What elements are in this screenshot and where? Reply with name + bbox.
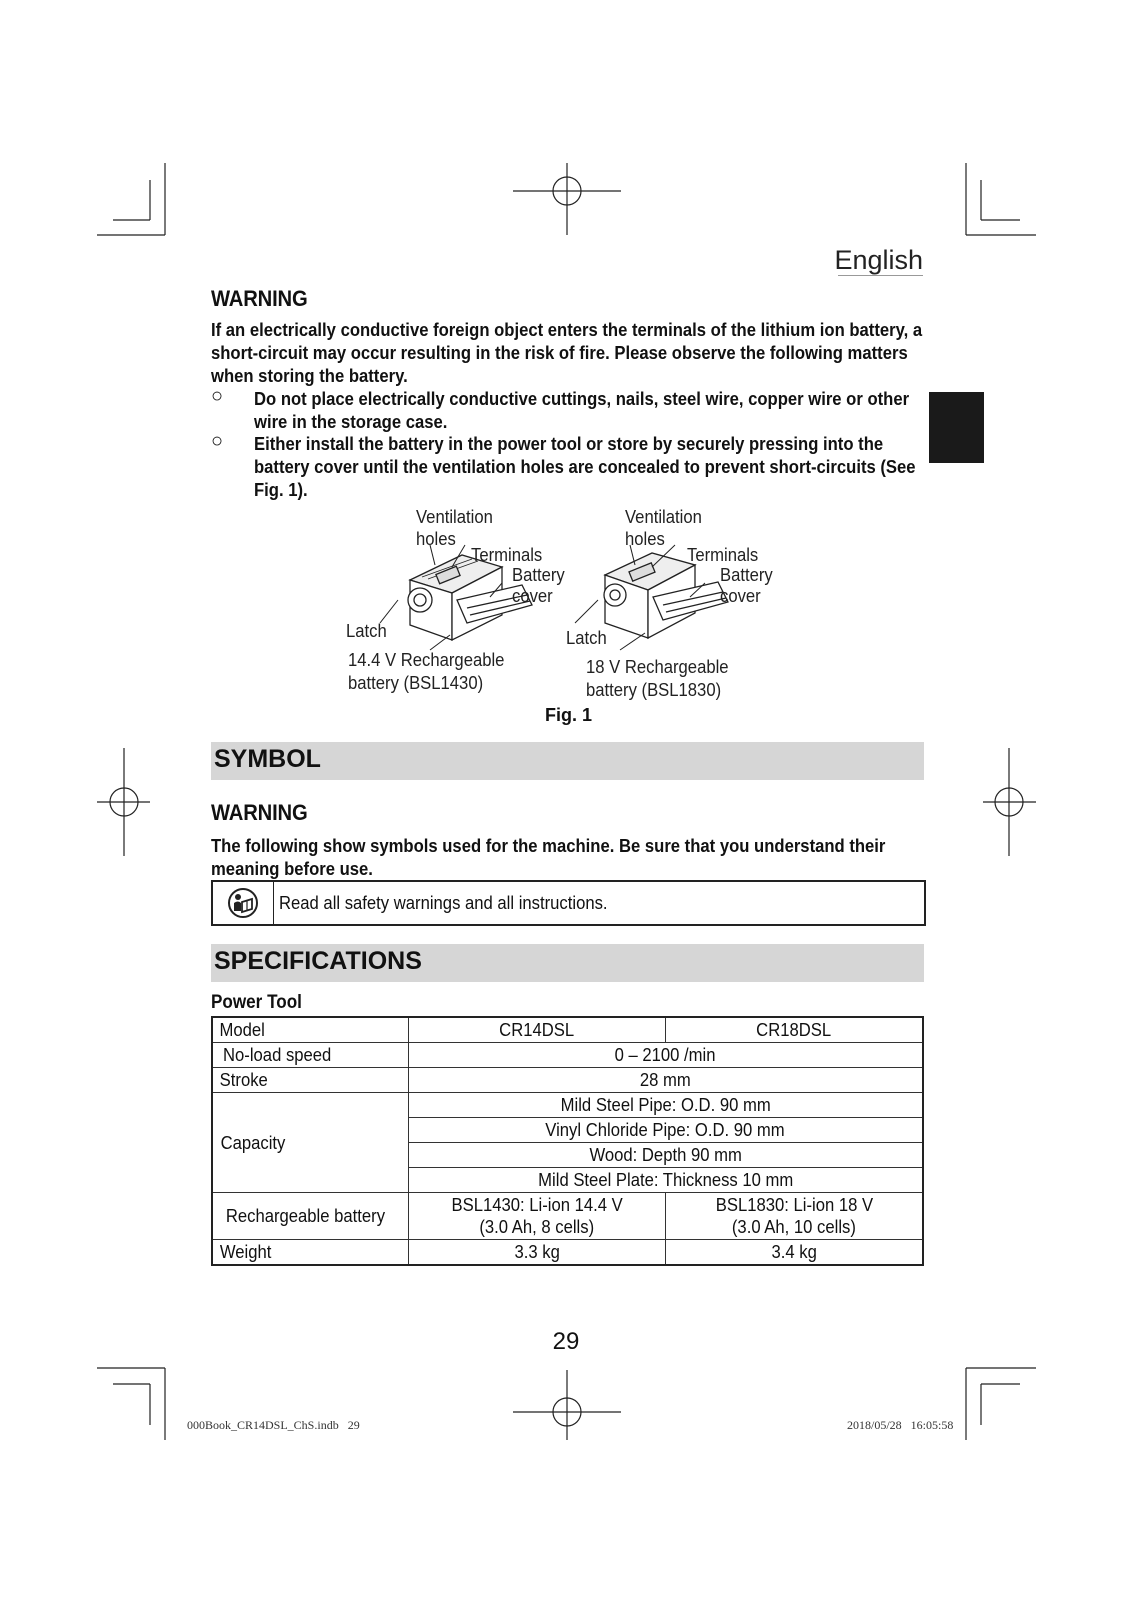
table-cell: Mild Steel Plate: Thickness 10 mm	[408, 1168, 923, 1193]
label-ventilation: holes	[416, 528, 456, 549]
symbol-section-title: SYMBOL	[214, 745, 321, 773]
specifications-section-title: SPECIFICATIONS	[214, 947, 422, 975]
table-cell-label: Model	[212, 1017, 408, 1043]
table-row	[212, 1093, 923, 1118]
warning-intro: If an electrically conductive foreign object enters the terminals of the lithium ion battery, a short-circuit may occur resulting in the risk of fire. Please observe the following matters when storing the battery.	[211, 319, 923, 386]
label-battery-name: 18 V Rechargeable	[586, 656, 729, 677]
table-row	[212, 1017, 923, 1043]
footer-file-info: 000Book_CR14DSL_ChS.indb 29	[187, 1418, 360, 1432]
table-cell-label: Stroke	[212, 1068, 408, 1093]
table-cell: 28 mm	[408, 1068, 923, 1093]
symbol-intro: The following show symbols used for the machine. Be sure that you understand their meaning before use.	[211, 835, 886, 879]
symbol-row	[211, 880, 926, 926]
read-manual-icon	[227, 887, 259, 919]
label-battery-cover: cover	[512, 585, 553, 606]
language-underline	[838, 275, 923, 276]
table-cell: BSL1830: Li-ion 18 V (3.0 Ah, 10 cells)	[666, 1193, 923, 1240]
table-row	[212, 1043, 923, 1068]
label-battery-name: battery (BSL1430)	[348, 672, 484, 693]
warning-bullet-2: Either install the battery in the power tool or store by securely pressing into the battery cover until the ventilation holes are concealed to prevent short-circuits (See Fig. 1).	[254, 433, 916, 500]
label-ventilation: Ventilation	[625, 506, 702, 527]
spec-subtitle: Power Tool	[211, 992, 302, 1013]
warning-title: WARNING	[211, 286, 308, 311]
page-number: 29	[552, 1328, 580, 1355]
table-row	[212, 1193, 923, 1240]
bullet-circle-icon: ○	[211, 385, 224, 407]
table-cell: Wood: Depth 90 mm	[408, 1143, 923, 1168]
table-cell: Vinyl Chloride Pipe: O.D. 90 mm	[408, 1118, 923, 1143]
label-ventilation: Ventilation	[416, 506, 493, 527]
figure-caption: Fig. 1	[545, 705, 593, 725]
table-row	[212, 1240, 923, 1266]
label-battery-cover: cover	[720, 585, 761, 606]
table-cell: 3.3 kg	[408, 1240, 665, 1266]
table-cell: 0 – 2100 /min	[408, 1043, 923, 1068]
bullet-circle-icon: ○	[211, 430, 224, 452]
symbol-icon-cell	[213, 882, 274, 924]
table-cell-label: Rechargeable battery	[212, 1193, 408, 1240]
specifications-table	[211, 1016, 924, 1266]
warning-bullet-1: Do not place electrically conductive cuttings, nails, steel wire, copper wire or other wire in the storage case.	[254, 388, 910, 432]
table-cell-label: Weight	[212, 1240, 408, 1266]
symbol-warning-title: WARNING	[211, 800, 308, 825]
label-terminals: Terminals	[471, 544, 543, 565]
table-cell: CR14DSL	[408, 1017, 665, 1043]
footer-timestamp: 2018/05/28 16:05:58	[847, 1418, 954, 1432]
table-cell: Mild Steel Pipe: O.D. 90 mm	[408, 1093, 923, 1118]
label-latch: Latch	[346, 620, 387, 641]
label-latch: Latch	[566, 627, 607, 648]
table-cell: CR18DSL	[666, 1017, 923, 1043]
table-cell-label: No-load speed	[212, 1043, 408, 1068]
table-cell: BSL1430: Li-ion 14.4 V (3.0 Ah, 8 cells)	[408, 1193, 665, 1240]
table-cell-label: Capacity	[212, 1093, 408, 1193]
label-terminals: Terminals	[687, 544, 759, 565]
label-battery-name: battery (BSL1830)	[586, 679, 722, 700]
symbol-description: Read all safety warnings and all instructions.	[279, 892, 608, 913]
label-battery-cover: Battery	[512, 564, 565, 585]
table-row	[212, 1068, 923, 1093]
label-battery-cover: Battery	[720, 564, 773, 585]
label-ventilation: holes	[625, 528, 665, 549]
label-battery-name: 14.4 V Rechargeable	[348, 649, 505, 670]
language-label: English	[834, 245, 923, 275]
table-cell: 3.4 kg	[666, 1240, 923, 1266]
